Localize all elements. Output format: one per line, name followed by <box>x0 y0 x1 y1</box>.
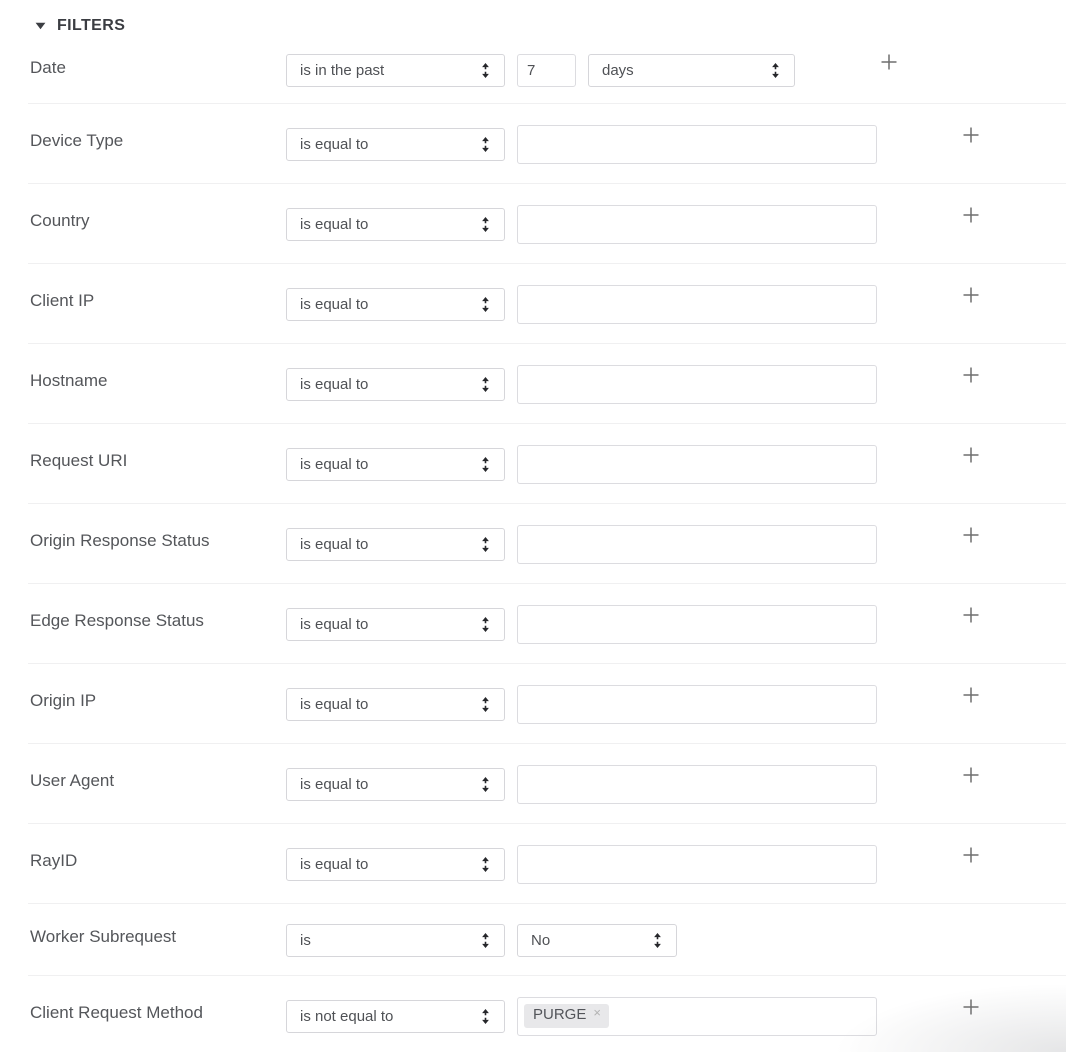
add-filter-button[interactable] <box>961 125 981 145</box>
collapse-triangle-icon[interactable] <box>35 22 46 30</box>
add-filter-button[interactable] <box>961 445 981 465</box>
select-value: is <box>300 931 311 949</box>
filter-row <box>0 184 1066 264</box>
filter-field-label: Edge Response Status <box>30 611 204 630</box>
device-type-value-input[interactable] <box>517 125 877 164</box>
tag-chip-label: PURGE <box>533 1006 587 1024</box>
filter-row <box>0 424 1066 504</box>
filter-field-label: RayID <box>30 851 78 870</box>
select-stepper-icon <box>481 933 490 948</box>
filter-field-label: Country <box>30 211 90 230</box>
filter-row <box>0 584 1066 664</box>
select-stepper-icon <box>481 777 490 792</box>
user-agent-operator-select[interactable] <box>286 768 505 801</box>
select-value: is in the past <box>300 62 385 79</box>
date-operator-select[interactable] <box>286 54 505 87</box>
filter-row <box>0 824 1066 904</box>
select-value: is equal to <box>300 375 369 393</box>
select-value: is equal to <box>300 215 369 233</box>
edge-response-status-value-input[interactable] <box>517 605 877 644</box>
filter-row <box>0 664 1066 744</box>
select-value: is equal to <box>300 535 369 553</box>
filter-field-label: Request URI <box>30 451 128 470</box>
filters-header <box>0 0 1066 37</box>
country-operator-select[interactable] <box>286 208 505 241</box>
filter-rows <box>0 37 1066 1056</box>
filter-field-label: User Agent <box>30 771 115 790</box>
select-stepper-icon <box>481 217 490 232</box>
filter-controls <box>286 997 981 1036</box>
add-filter-button[interactable] <box>961 997 981 1017</box>
client-ip-operator-select[interactable] <box>286 288 505 321</box>
add-filter-button[interactable] <box>961 525 981 545</box>
select-value: No <box>531 931 551 949</box>
add-filter-button[interactable] <box>961 845 981 865</box>
select-value: is equal to <box>300 455 369 473</box>
filter-controls <box>286 205 981 244</box>
filter-controls <box>286 765 981 804</box>
select-stepper-icon <box>481 457 490 472</box>
add-filter-button[interactable] <box>961 205 981 225</box>
filter-controls <box>286 605 981 644</box>
filters-title: FILTERS <box>57 17 126 34</box>
select-stepper-icon <box>481 377 490 392</box>
tag-remove-icon[interactable]: × <box>593 1005 601 1020</box>
filter-field-label: Client Request Method <box>30 1003 203 1022</box>
filter-row <box>0 104 1066 184</box>
hostname-operator-select[interactable] <box>286 368 505 401</box>
date-value-input[interactable] <box>517 54 576 87</box>
select-stepper-icon <box>481 63 490 78</box>
select-value: is not equal to <box>300 1007 394 1025</box>
filter-field-label: Client IP <box>30 291 95 310</box>
filter-row <box>0 264 1066 344</box>
select-stepper-icon <box>481 697 490 712</box>
request-uri-value-input[interactable] <box>517 445 877 484</box>
add-filter-button[interactable] <box>879 52 899 72</box>
country-value-input[interactable] <box>517 205 877 244</box>
worker-subrequest-value-select[interactable] <box>517 924 677 957</box>
tag-chip <box>524 1004 609 1028</box>
filter-row <box>0 744 1066 824</box>
add-filter-button[interactable] <box>961 605 981 625</box>
filter-controls <box>286 445 981 484</box>
rayid-value-input[interactable] <box>517 845 877 884</box>
select-stepper-icon <box>481 297 490 312</box>
filter-controls <box>286 365 981 404</box>
add-filter-button[interactable] <box>961 285 981 305</box>
select-stepper-icon <box>481 137 490 152</box>
filter-row <box>0 344 1066 424</box>
origin-ip-value-input[interactable] <box>517 685 877 724</box>
filter-field-label: Device Type <box>30 131 124 150</box>
date-unit-select[interactable] <box>588 54 795 87</box>
select-value: is equal to <box>300 615 369 633</box>
request-uri-operator-select[interactable] <box>286 448 505 481</box>
filter-row <box>0 504 1066 584</box>
user-agent-value-input[interactable] <box>517 765 877 804</box>
filter-field-label: Origin Response Status <box>30 531 210 550</box>
filter-field-label: Worker Subrequest <box>30 927 177 946</box>
filter-controls <box>286 525 981 564</box>
origin-ip-operator-select[interactable] <box>286 688 505 721</box>
select-stepper-icon <box>481 857 490 872</box>
filter-controls <box>286 845 981 884</box>
filter-field-label: Date <box>30 57 66 77</box>
select-value: is equal to <box>300 295 369 313</box>
filter-controls <box>286 685 981 724</box>
filter-row <box>0 976 1066 1056</box>
select-stepper-icon <box>481 537 490 552</box>
hostname-value-input[interactable] <box>517 365 877 404</box>
add-filter-button[interactable] <box>961 685 981 705</box>
client-request-method-operator-select[interactable] <box>286 1000 505 1033</box>
add-filter-button[interactable] <box>961 365 981 385</box>
worker-subrequest-operator-select[interactable] <box>286 924 505 957</box>
select-value: days <box>602 62 634 79</box>
filter-row <box>0 904 1066 976</box>
filter-field-label: Origin IP <box>30 691 97 710</box>
filter-controls <box>286 54 899 87</box>
select-value: is equal to <box>300 695 369 713</box>
filter-controls <box>286 125 981 164</box>
add-filter-button[interactable] <box>961 765 981 785</box>
select-value: is equal to <box>300 135 369 153</box>
select-stepper-icon <box>653 933 662 948</box>
edge-response-status-operator-select[interactable] <box>286 608 505 641</box>
select-value: is equal to <box>300 775 369 793</box>
select-stepper-icon <box>771 63 780 78</box>
device-type-operator-select[interactable] <box>286 128 505 161</box>
origin-response-status-operator-select[interactable] <box>286 528 505 561</box>
filter-controls <box>286 285 981 324</box>
filter-controls <box>286 924 689 957</box>
origin-response-status-value-input[interactable] <box>517 525 877 564</box>
client-request-method-value-input[interactable] <box>517 997 877 1036</box>
filter-field-label: Hostname <box>30 371 108 390</box>
select-stepper-icon <box>481 1009 490 1024</box>
rayid-operator-select[interactable] <box>286 848 505 881</box>
filter-row <box>0 37 1066 104</box>
client-ip-value-input[interactable] <box>517 285 877 324</box>
select-stepper-icon <box>481 617 490 632</box>
select-value: is equal to <box>300 855 369 873</box>
